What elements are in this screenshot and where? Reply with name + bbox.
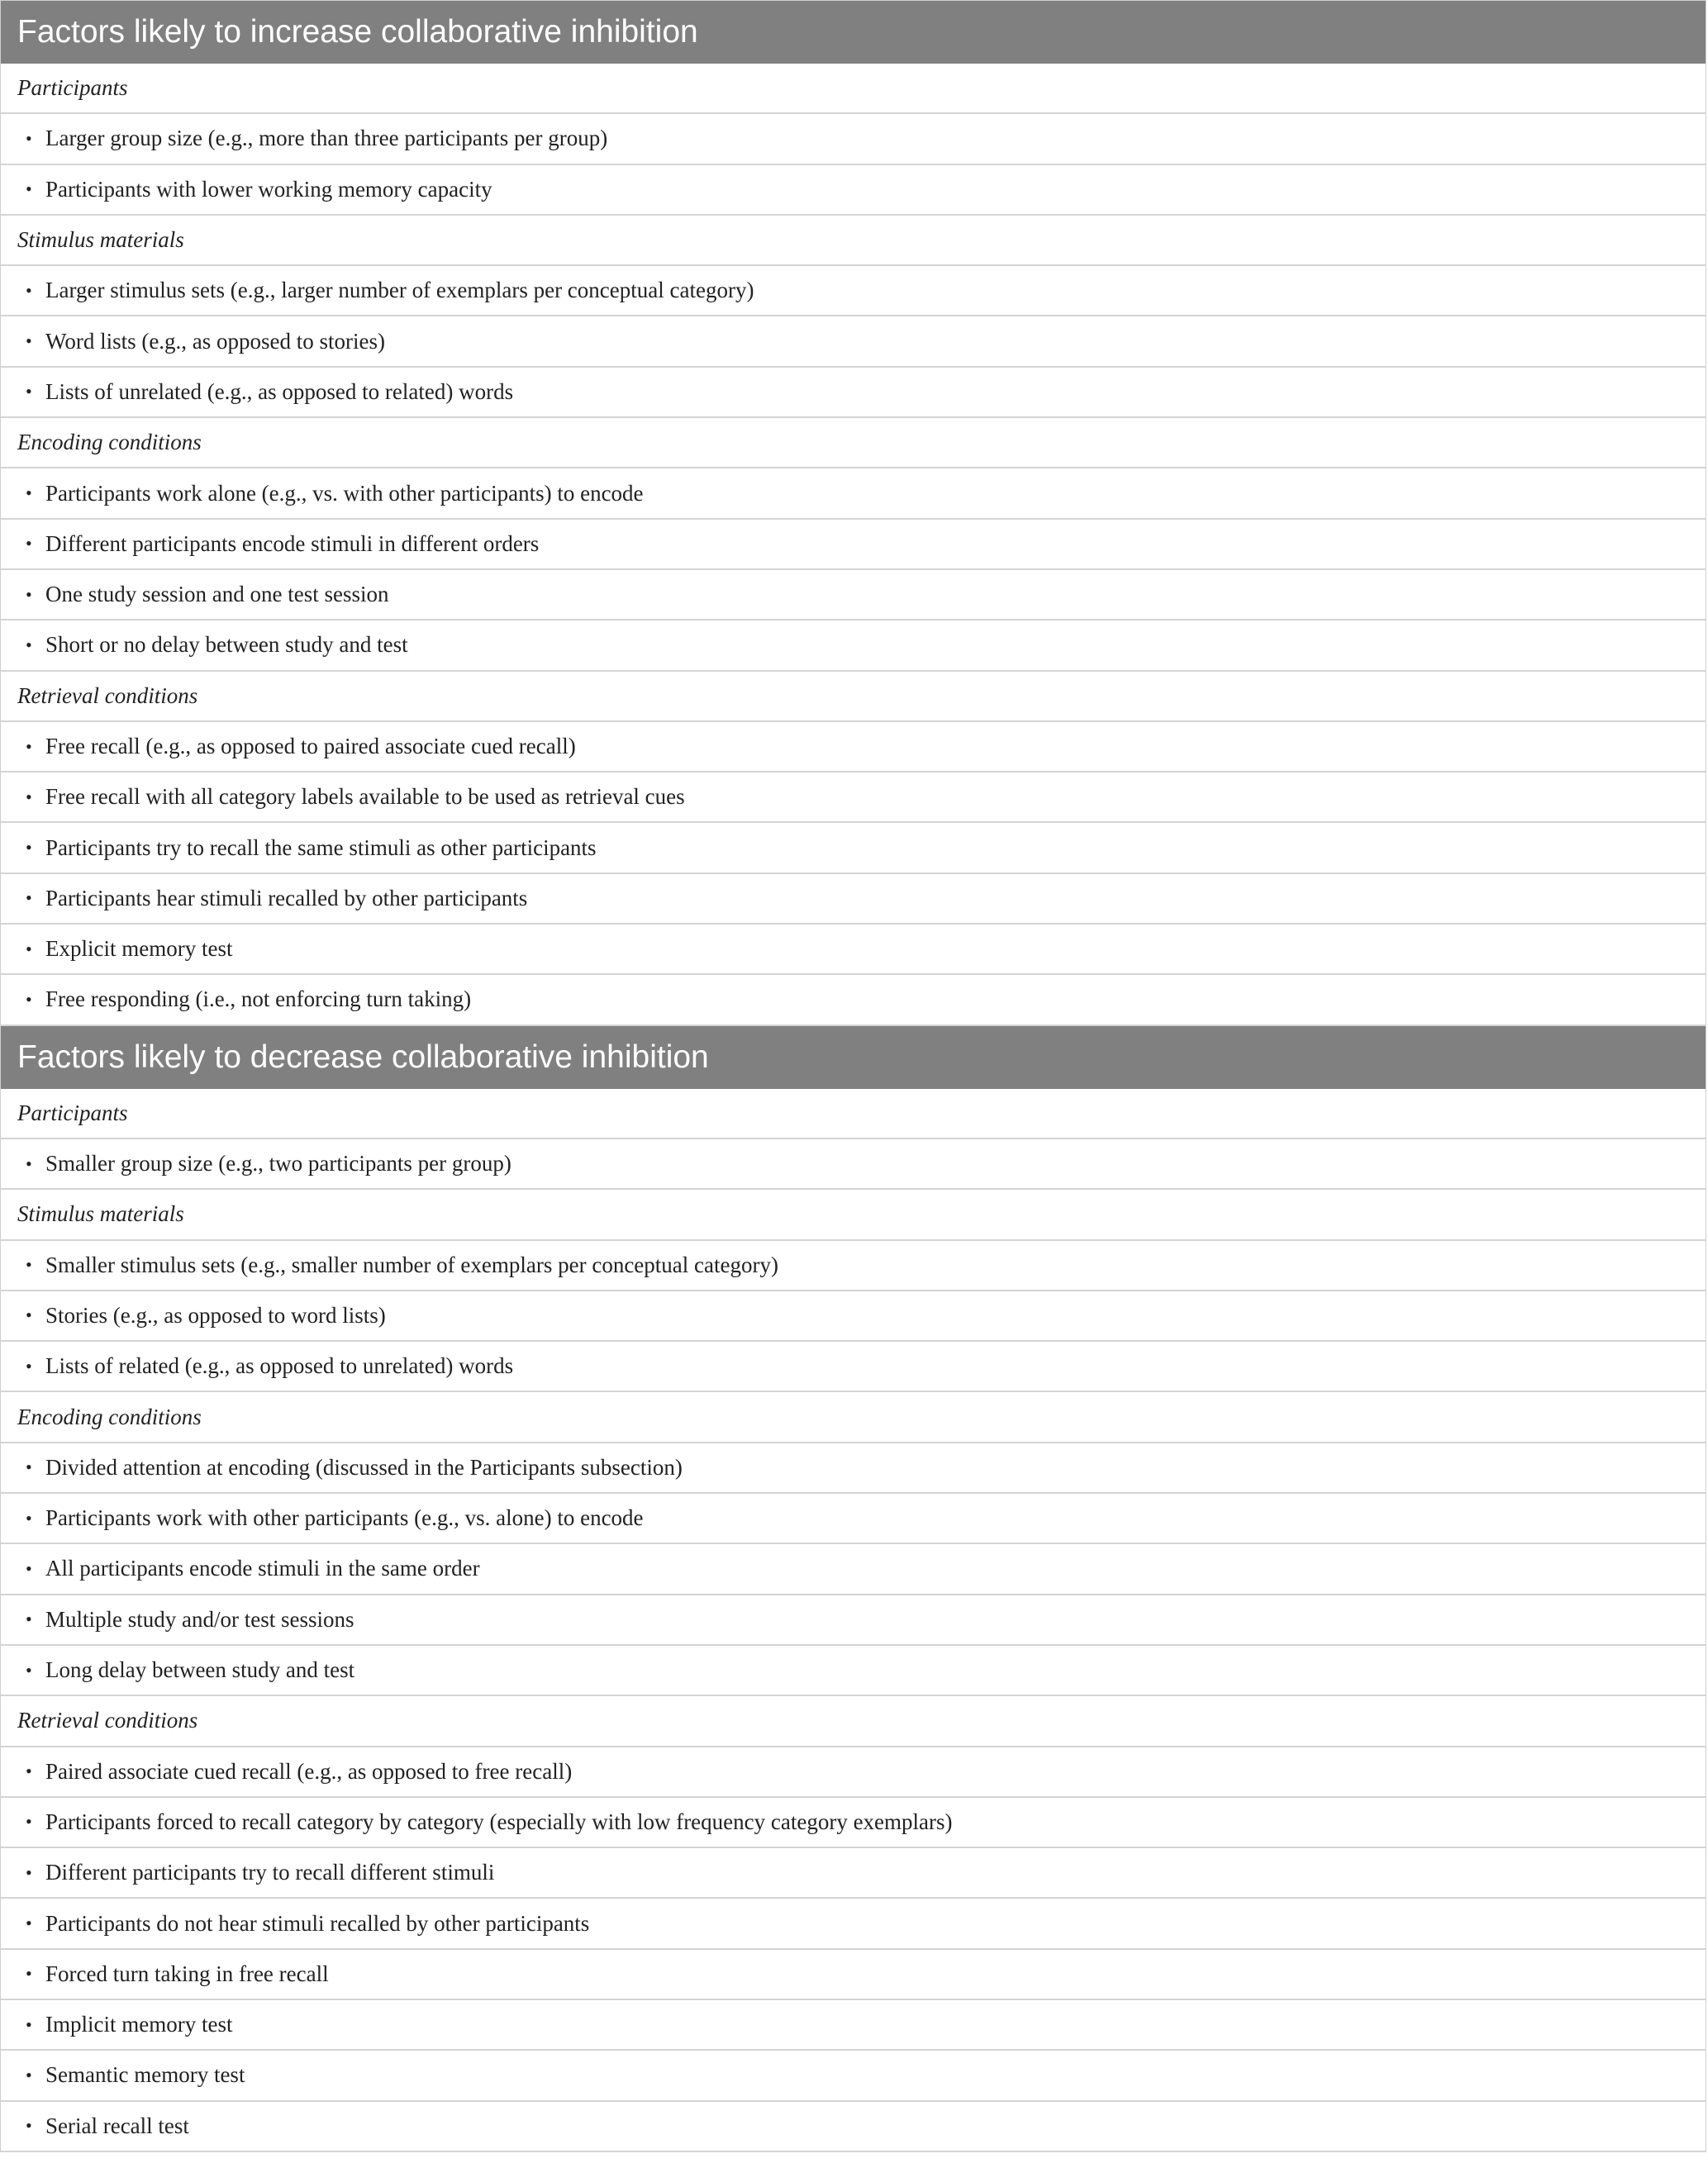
list-item-text: Forced turn taking in free recall: [45, 1961, 329, 1986]
list-item-text: Long delay between study and test: [45, 1657, 355, 1683]
bullet-icon: •: [26, 381, 32, 402]
bullet-icon: •: [26, 1557, 32, 1579]
section-header: Factors likely to decrease collaborative inhibition: [1, 1026, 1706, 1089]
bullet-icon: •: [26, 1355, 32, 1376]
category-row: Retrieval conditions: [1, 672, 1706, 722]
bullet-icon: •: [26, 1254, 32, 1276]
list-item-text: Participants work alone (e.g., vs. with other participants) to encode: [45, 480, 644, 506]
list-item: [1, 823, 1706, 873]
list-item: [1, 114, 1706, 164]
bullet-icon: •: [26, 1507, 32, 1528]
list-item-text: Larger group size (e.g., more than three participants per group): [45, 126, 608, 151]
list-item: [1, 772, 1706, 823]
bullet-icon: •: [26, 1811, 32, 1833]
list-item-text: Explicit memory test: [45, 936, 233, 962]
list-item-text: Stories (e.g., as opposed to word lists): [45, 1302, 386, 1328]
list-item: [1, 368, 1706, 418]
list-item: [1, 468, 1706, 519]
list-item: [1, 1798, 1706, 1848]
bullet-icon: •: [26, 127, 32, 149]
section-header: Factors likely to increase collaborative inhibition: [1, 1, 1706, 64]
list-item-text: All participants encode stimuli in the same order: [45, 1556, 480, 1581]
list-item: [1, 1241, 1706, 1291]
list-item-text: Divided attention at encoding (discussed in the Participants subsection): [45, 1454, 683, 1480]
list-item-text: Participants work with other participants (e.g., vs. alone) to encode: [45, 1505, 644, 1531]
list-item-text: Participants with lower working memory capacity: [45, 176, 492, 202]
bullet-icon: •: [26, 1861, 32, 1883]
list-item-text: One study session and one test session: [45, 582, 389, 607]
bullet-icon: •: [26, 330, 32, 352]
bullet-icon: •: [26, 533, 32, 554]
list-item-text: Free recall (e.g., as opposed to paired associate cued recall): [45, 734, 576, 758]
bullet-icon: •: [26, 887, 32, 909]
list-item: [1, 2000, 1706, 2051]
category-row: Encoding conditions: [1, 1392, 1706, 1443]
list-item: [1, 1646, 1706, 1696]
list-item: [1, 1342, 1706, 1392]
bullet-icon: •: [26, 1609, 32, 1630]
list-item: [1, 1950, 1706, 2000]
list-item: [1, 722, 1706, 772]
bullet-icon: •: [26, 1913, 32, 1934]
list-item-text: Multiple study and/or test sessions: [45, 1606, 354, 1632]
bullet-icon: •: [26, 1761, 32, 1782]
category-row: Retrieval conditions: [1, 1696, 1706, 1747]
list-item-text: Lists of related (e.g., as opposed to unrelated) words: [45, 1353, 514, 1379]
list-item: [1, 1848, 1706, 1899]
bullet-icon: •: [26, 583, 32, 605]
bullet-icon: •: [26, 1457, 32, 1478]
bullet-icon: •: [26, 178, 32, 200]
category-row: Stimulus materials: [1, 1190, 1706, 1240]
list-item: [1, 570, 1706, 620]
bullet-icon: •: [26, 1963, 32, 1985]
list-item: [1, 2102, 1706, 2152]
list-item: [1, 620, 1706, 671]
bullet-icon: •: [26, 279, 32, 301]
list-item-text: Implicit memory test: [45, 2012, 233, 2037]
list-item-text: Lists of unrelated (e.g., as opposed to related) words: [45, 378, 514, 404]
list-item-text: Free responding (i.e., not enforcing turn taking): [45, 986, 472, 1012]
bullet-icon: •: [26, 938, 32, 959]
list-item: [1, 874, 1706, 925]
list-item-text: Larger stimulus sets (e.g., larger number of exemplars per conceptual category): [45, 278, 754, 303]
list-item: [1, 1291, 1706, 1342]
bullet-icon: •: [26, 483, 32, 504]
category-row: Stimulus materials: [1, 216, 1706, 266]
list-item: [1, 1544, 1706, 1595]
list-item: [1, 925, 1706, 975]
list-item-text: Participants forced to recall category by category (especially with low frequency category exemplars): [45, 1809, 953, 1834]
list-item: [1, 1899, 1706, 1949]
list-item: [1, 1595, 1706, 1646]
list-item: [1, 1494, 1706, 1544]
list-item-text: Paired associate cued recall (e.g., as opposed to free recall): [45, 1758, 573, 1784]
bullet-icon: •: [26, 2013, 32, 2035]
list-item: [1, 1747, 1706, 1798]
bullet-icon: •: [26, 1659, 32, 1680]
bullet-icon: •: [26, 2115, 32, 2137]
category-row: Participants: [1, 1089, 1706, 1139]
list-item-text: Word lists (e.g., as opposed to stories): [45, 328, 386, 354]
list-item: [1, 520, 1706, 570]
bullet-icon: •: [26, 634, 32, 655]
list-item-text: Semantic memory test: [45, 2062, 245, 2088]
list-item: [1, 266, 1706, 316]
list-item-text: Smaller group size (e.g., two participants per group): [45, 1151, 511, 1177]
list-item: [1, 165, 1706, 216]
list-item-text: Participants try to recall the same stimuli as other participants: [45, 834, 597, 860]
list-item-text: Serial recall test: [45, 2113, 189, 2138]
list-item: [1, 1139, 1706, 1190]
bullet-icon: •: [26, 837, 32, 858]
bullet-icon: •: [26, 1305, 32, 1326]
bullet-icon: •: [26, 735, 32, 757]
list-item-text: Participants hear stimuli recalled by other participants: [45, 885, 528, 910]
list-item: [1, 316, 1706, 367]
list-item: [1, 2051, 1706, 2101]
list-item-text: Free recall with all category labels available to be used as retrieval cues: [45, 784, 685, 810]
list-item-text: Different participants try to recall different stimuli: [45, 1860, 495, 1885]
bullet-icon: •: [26, 786, 32, 807]
bullet-icon: •: [26, 2064, 32, 2085]
bullet-icon: •: [26, 988, 32, 1010]
category-row: Encoding conditions: [1, 418, 1706, 468]
list-item: [1, 975, 1706, 1025]
list-item-text: Different participants encode stimuli in different orders: [45, 530, 540, 556]
list-item: [1, 1443, 1706, 1494]
bullet-icon: •: [26, 1153, 32, 1174]
list-item-text: Short or no delay between study and test: [45, 632, 408, 658]
category-row: Participants: [1, 64, 1706, 114]
list-item-text: Participants do not hear stimuli recalled by other participants: [45, 1910, 590, 1936]
list-item-text: Smaller stimulus sets (e.g., smaller number of exemplars per conceptual category): [45, 1252, 778, 1277]
